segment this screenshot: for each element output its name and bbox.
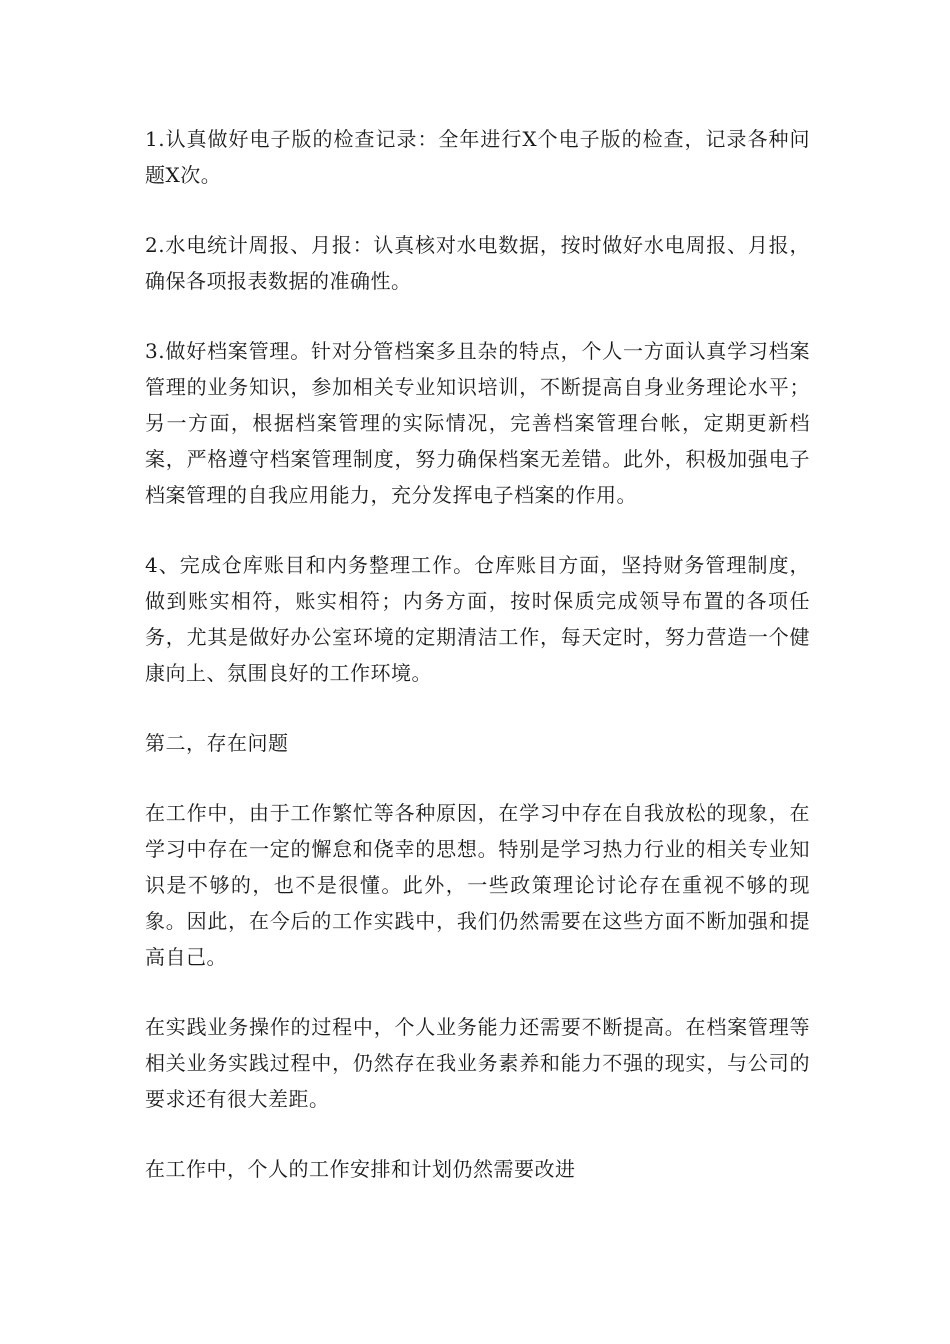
paragraph-item-4: 4、完成仓库账目和内务整理工作。仓库账目方面，坚持财务管理制度，做到账实相符，账实相符；内务方面，按时保质完成领导布置的各项任务，尤其是做好办公室环境的定期清洁工作，每天定时，努力营造一个健康向上、氛围良好的工作环境。 [145,553,810,685]
paragraph-item-2: 2.水电统计周报、月报：认真核对水电数据，按时做好水电周报、月报，确保各项报表数据的准确性。 [145,233,810,293]
paragraph-item-1: 1.认真做好电子版的检查记录：全年进行X个电子版的检查，记录各种问题X次。 [145,127,810,187]
paragraph-problem-1: 在工作中，由于工作繁忙等各种原因，在学习中存在自我放松的现象，在学习中存在一定的懈怠和侥幸的思想。特别是学习热力行业的相关专业知识是不够的，也不是很懂。此外，一些政策理论讨论存在重视不够的现象。因此，在今后的工作实践中，我们仍然需要在这些方面不断加强和提高自己。 [145,801,810,969]
paragraph-problem-2: 在实践业务操作的过程中，个人业务能力还需要不断提高。在档案管理等相关业务实践过程中，仍然存在我业务素养和能力不强的现实，与公司的要求还有很大差距。 [145,1015,810,1111]
document-body [145,121,810,1221]
paragraph-problem-3: 在工作中，个人的工作安排和计划仍然需要改进 [145,1157,576,1181]
paragraph-item-3: 3.做好档案管理。针对分管档案多且杂的特点，个人一方面认真学习档案管理的业务知识，参加相关专业知识培训，不断提高自身业务理论水平；另一方面，根据档案管理的实际情况，完善档案管理台帐，定期更新档案，严格遵守档案管理制度，努力确保档案无差错。此外，积极加强电子档案管理的自我应用能力，充分发挥电子档案的作用。 [145,339,810,507]
section-heading: 第二，存在问题 [145,731,289,755]
